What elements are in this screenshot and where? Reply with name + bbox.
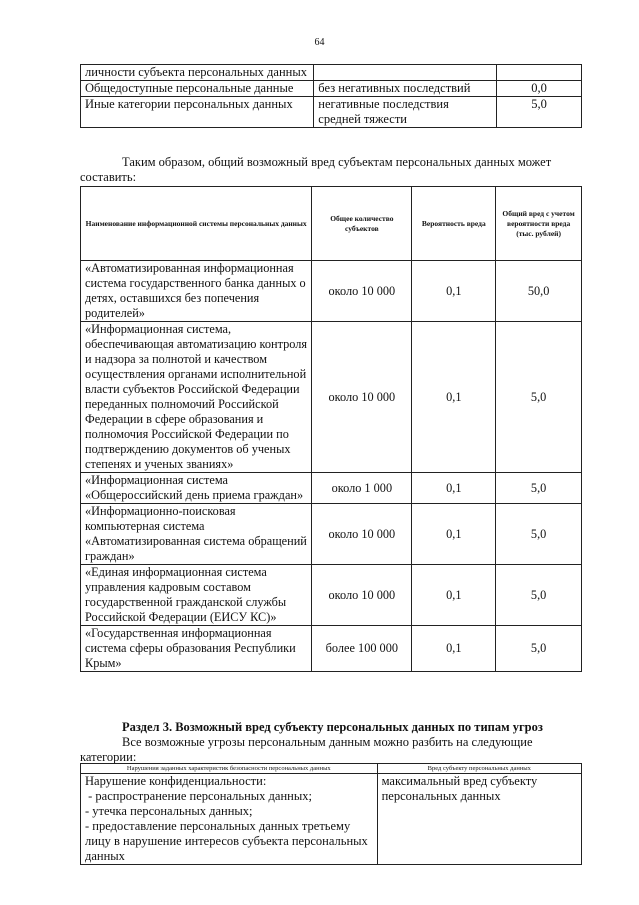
total-harm-cell: 5,0 bbox=[496, 473, 582, 504]
probability-cell: 0,1 bbox=[412, 626, 496, 672]
subject-count-cell: около 1 000 bbox=[312, 473, 412, 504]
table-row bbox=[81, 97, 582, 128]
total-harm-table bbox=[80, 186, 582, 672]
probability-cell: 0,1 bbox=[412, 473, 496, 504]
probability-cell: 0,1 bbox=[412, 504, 496, 565]
probability-cell: 0,1 bbox=[412, 565, 496, 626]
system-name-cell: «Информационно-поисковая компьютерная система «Автоматизированная система обращений граждан» bbox=[81, 504, 312, 565]
value-cell bbox=[497, 65, 582, 81]
table-row bbox=[81, 81, 582, 97]
table-header-row bbox=[81, 764, 582, 774]
violation-line: - предоставление персональных данных третьему лицу в нарушение интересов субъекта персональных данных bbox=[85, 819, 368, 863]
category-cell: Иные категории персональных данных bbox=[81, 97, 314, 128]
subject-count-cell: около 10 000 bbox=[312, 565, 412, 626]
threat-harm-table bbox=[80, 763, 582, 865]
system-name-cell: «Автоматизированная информационная система государственного банка данных о детях, оставшихся без попечения родителей» bbox=[81, 261, 312, 322]
value-cell: 0,0 bbox=[497, 81, 582, 97]
table-row bbox=[81, 504, 582, 565]
violation-line: Нарушение конфиденциальности: bbox=[85, 774, 267, 788]
table-row bbox=[81, 565, 582, 626]
subject-count-cell: более 100 000 bbox=[312, 626, 412, 672]
subject-count-cell: около 10 000 bbox=[312, 504, 412, 565]
probability-cell: 0,1 bbox=[412, 322, 496, 473]
table-row bbox=[81, 473, 582, 504]
header-harm: Вред субъекту персональных данных bbox=[377, 764, 581, 774]
table-row bbox=[81, 322, 582, 473]
probability-cell: 0,1 bbox=[412, 261, 496, 322]
consequence-cell bbox=[314, 65, 497, 81]
header-name: Наименование информационной системы персональных данных bbox=[81, 187, 312, 261]
category-cell: личности субъекта персональных данных bbox=[81, 65, 314, 81]
value-cell: 5,0 bbox=[497, 97, 582, 128]
table-row bbox=[81, 626, 582, 672]
system-name-cell: «Информационная система, обеспечивающая автоматизацию контроля и надзора за полнотой и качеством осуществления органами исполнительной власти субъектов Российской Федерации переданных полномочий Российской Федерации в сфере образования и полномочия Российской Федерации по подтверждению документов об ученых степенях и ученых званиях» bbox=[81, 322, 312, 473]
violation-line: - распространение персональных данных; bbox=[85, 789, 312, 803]
header-violations: Нарушения заданных характеристик безопасности персональных данных bbox=[81, 764, 378, 774]
subject-count-cell: около 10 000 bbox=[312, 261, 412, 322]
page-number: 64 bbox=[314, 37, 325, 48]
system-name-cell: «Информационная система «Общероссийский день приема граждан» bbox=[81, 473, 312, 504]
harm-cell: максимальный вред субъекту персональных данных bbox=[377, 774, 581, 865]
subject-count-cell: около 10 000 bbox=[312, 322, 412, 473]
section-heading: Раздел 3. Возможный вред субъекту персональных данных по типам угроз bbox=[122, 720, 543, 734]
violation-line: - утечка персональных данных; bbox=[85, 804, 253, 818]
header-total: Общий вред с учетом вероятности вреда (тыс. рублей) bbox=[496, 187, 582, 261]
table-row bbox=[81, 65, 582, 81]
consequence-cell: негативные последствия средней тяжести bbox=[314, 97, 497, 128]
system-name-cell: «Государственная информационная система сферы образования Республики Крым» bbox=[81, 626, 312, 672]
table-header-row bbox=[81, 187, 582, 261]
table-row bbox=[81, 261, 582, 322]
category-cell: Общедоступные персональные данные bbox=[81, 81, 314, 97]
header-count: Общее количество субъектов bbox=[312, 187, 412, 261]
total-harm-cell: 5,0 bbox=[496, 504, 582, 565]
total-harm-cell: 50,0 bbox=[496, 261, 582, 322]
system-name-cell: «Единая информационная система управления кадровым составом государственной гражданской службы Российской Федерации (ЕИСУ КС)» bbox=[81, 565, 312, 626]
table-row bbox=[81, 774, 582, 865]
summary-paragraph: Таким образом, общий возможный вред субъектам персональных данных может составить: bbox=[80, 155, 552, 184]
threats-intro-paragraph: Все возможные угрозы персональным данным можно разбить на следующие категории: bbox=[80, 735, 533, 764]
total-harm-cell: 5,0 bbox=[496, 322, 582, 473]
consequence-cell: без негативных последствий bbox=[314, 81, 497, 97]
harm-by-category-table bbox=[80, 64, 582, 128]
total-harm-cell: 5,0 bbox=[496, 565, 582, 626]
header-probability: Вероятность вреда bbox=[412, 187, 496, 261]
violations-cell bbox=[81, 774, 378, 865]
total-harm-cell: 5,0 bbox=[496, 626, 582, 672]
